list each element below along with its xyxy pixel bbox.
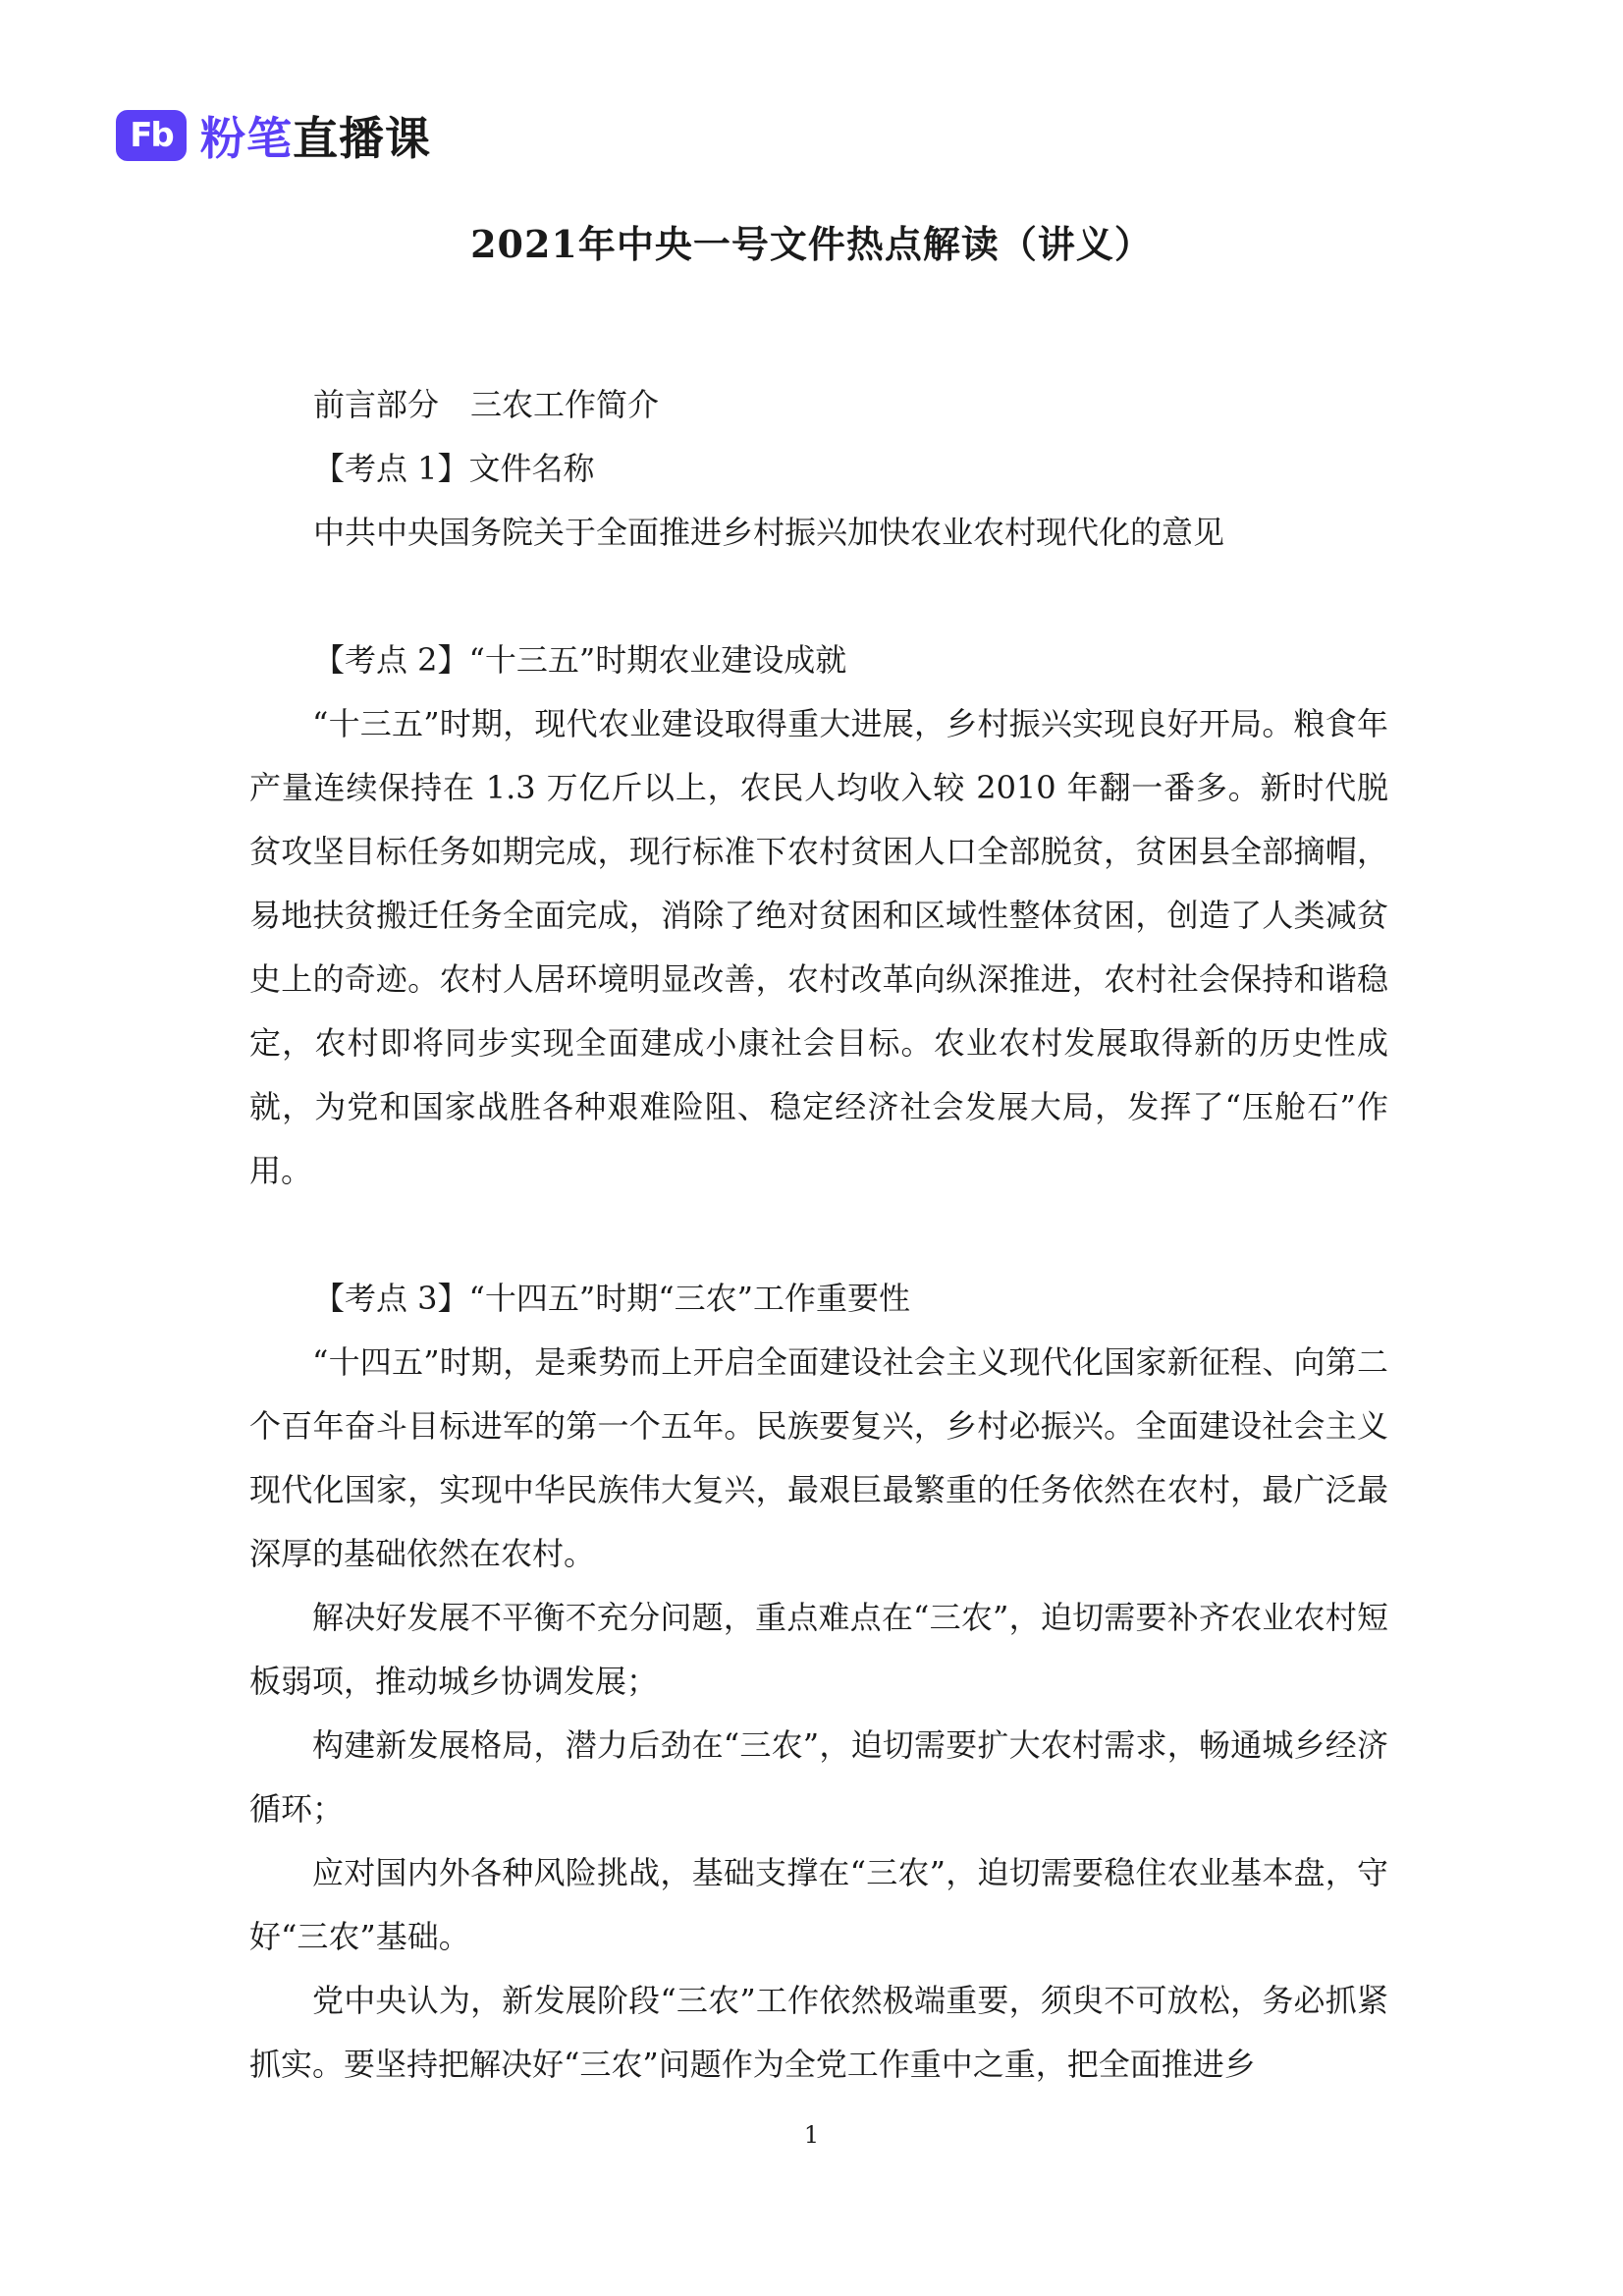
- document-body: [249, 373, 1388, 2097]
- brand-logo: [116, 106, 431, 165]
- spacer: [249, 565, 1388, 629]
- kaodian-1-body: 中共中央国务院关于全面推进乡村振兴加快农业农村现代化的意见: [313, 514, 1225, 551]
- kaodian-1-title: 【考点 1】文件名称: [313, 450, 595, 487]
- kaodian-3-paragraph: 党中央认为，新发展阶段“三农”工作依然极端重要，须臾不可放松，务必抓紧抓实。要坚持把解决好“三农”问题作为全党工作重中之重，把全面推进乡: [249, 1982, 1388, 2083]
- intro-heading: 前言部分 三农工作简介: [313, 386, 660, 423]
- kaodian-2-paragraph: “十三五”时期，现代农业建设取得重大进展，乡村振兴实现良好开局。粮食年产量连续保持在 1.3 万亿斤以上，农民人均收入较 2010 年翻一番多。新时代脱贫攻坚目标任务如期完成，现行标准下农村贫困人口全部脱贫，贫困县全部摘帽，易地扶贫搬迁任务全面完成，消除了绝对贫困和区域性整体贫困，创造了人类减贫史上的奇迹。农村人居环境明显改善，农村改革向纵深推进，农村社会保持和谐稳定，农村即将同步实现全面建成小康社会目标。农业农村发展取得新的历史性成就，为党和国家战胜各种艰难险阻、稳定经济社会发展大局，发挥了“压舱石”作用。: [249, 705, 1388, 1189]
- document-title: 2021年中央一号文件热点解读（讲义）: [470, 222, 1153, 266]
- spacer: [249, 1203, 1388, 1267]
- kaodian-3-title: 【考点 3】“十四五”时期“三农”工作重要性: [313, 1280, 910, 1317]
- kaodian-3-paragraph: “十四五”时期，是乘势而上开启全面建设社会主义现代化国家新征程、向第二个百年奋斗目标进军的第一个五年。民族要复兴，乡村必振兴。全面建设社会主义现代化国家，实现中华民族伟大复兴，最艰巨最繁重的任务依然在农村，最广泛最深厚的基础依然在农村。: [249, 1343, 1388, 1572]
- logo-product-text: 直播课: [293, 112, 431, 165]
- kaodian-3-paragraph: 应对国内外各种风险挑战，基础支撑在“三农”，迫切需要稳住农业基本盘，守好“三农”基础。: [249, 1854, 1388, 1955]
- kaodian-3-paragraph: 解决好发展不平衡不充分问题，重点难点在“三农”，迫切需要补齐农业农村短板弱项，推动城乡协调发展；: [249, 1599, 1388, 1700]
- kaodian-3-paragraph: 构建新发展格局，潜力后劲在“三农”，迫切需要扩大农村需求，畅通城乡经济循环；: [249, 1726, 1388, 1828]
- fenbi-logo-icon: Fb: [116, 110, 187, 161]
- kaodian-2-title: 【考点 2】“十三五”时期农业建设成就: [313, 641, 847, 679]
- logo-brand-text: 粉笔: [200, 112, 293, 165]
- page-number: 1: [803, 2121, 820, 2149]
- logo-brand-name: [200, 103, 431, 168]
